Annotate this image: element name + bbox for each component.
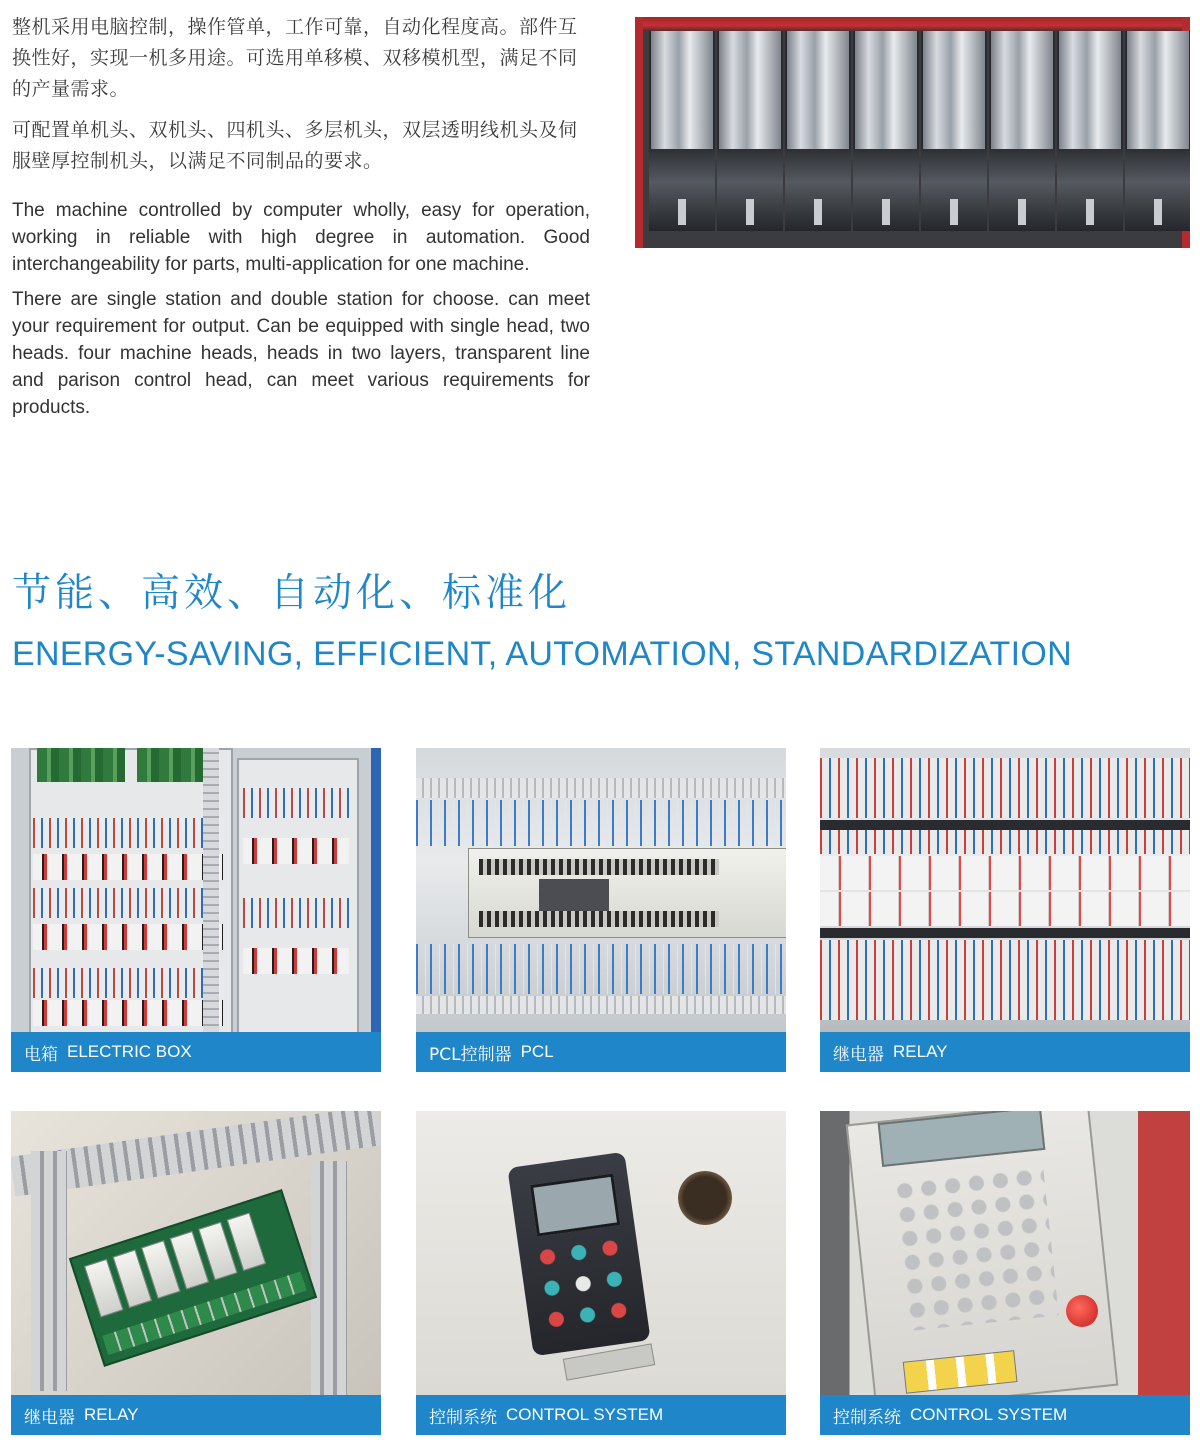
card-caption xyxy=(11,1395,381,1435)
card-electric-box xyxy=(11,748,381,1072)
card-caption xyxy=(820,1032,1190,1072)
card-caption-en: RELAY xyxy=(893,1042,948,1061)
card-caption xyxy=(11,1032,381,1072)
mold-unit xyxy=(1125,31,1190,231)
mold-unit xyxy=(649,31,715,231)
intro-en-paragraph-2: There are single station and double station for choose. can meet your requirement for output. Can be equipped with single head, two heads. four machine heads, heads in two layers, transparent line and parison control head, can meet various requirements for products. xyxy=(12,289,590,418)
card-pcl xyxy=(416,748,786,1072)
card-caption-cn: PCL控制器 xyxy=(429,1044,512,1065)
card-caption-cn: 控制系统 xyxy=(833,1407,901,1428)
section-heading xyxy=(12,568,1072,678)
electric-box-photo xyxy=(11,748,381,1032)
intro-text-block xyxy=(12,12,590,429)
machine-mold-photo xyxy=(635,17,1190,248)
card-caption-cn: 继电器 xyxy=(24,1407,75,1428)
card-caption-en: CONTROL SYSTEM xyxy=(506,1405,664,1424)
card-caption-cn: 电箱 xyxy=(24,1044,58,1065)
card-control-system-2 xyxy=(820,1111,1190,1435)
section-title-en: ENERGY-SAVING, EFFICIENT, AUTOMATION, STANDARDIZATION xyxy=(12,635,1072,673)
card-caption xyxy=(416,1032,786,1072)
mold-unit xyxy=(717,31,783,231)
card-caption-en: CONTROL SYSTEM xyxy=(910,1405,1068,1424)
mold-unit xyxy=(853,31,919,231)
card-caption-cn: 控制系统 xyxy=(429,1407,497,1428)
machine-red-side-left xyxy=(635,17,643,248)
machine-red-frame xyxy=(635,17,1190,31)
intro-cn-paragraph-1: 整机采用电脑控制，操作管单，工作可靠，自动化程度高。部件互换性好，实现一机多用途。可选用单移模、双移模机型，满足不同的产量需求。 xyxy=(12,16,578,100)
card-caption-en: PCL xyxy=(520,1042,554,1061)
intro-en-block xyxy=(12,197,590,421)
mold-unit xyxy=(785,31,851,231)
mold-unit xyxy=(989,31,1055,231)
mold-unit xyxy=(1057,31,1123,231)
card-control-system-1 xyxy=(416,1111,786,1435)
control-panel-photo xyxy=(820,1111,1190,1395)
card-relay xyxy=(820,748,1190,1072)
intro-en-paragraph-1: The machine controlled by computer wholly, easy for operation, working in reliable with high degree in automation. Good interchangeability for parts, multi-application for one machine. xyxy=(12,200,590,275)
card-caption-en: ELECTRIC BOX xyxy=(67,1042,192,1061)
card-caption-en: RELAY xyxy=(84,1405,139,1424)
card-caption xyxy=(820,1395,1190,1435)
relay-photo xyxy=(820,748,1190,1032)
intro-cn-paragraph-2: 可配置单机头、双机头、四机头、多层机头，双层透明线机头及伺服壁厚控制机头，以满足不同制品的要求。 xyxy=(12,119,578,172)
relay-board-photo xyxy=(11,1111,381,1395)
card-relay-board xyxy=(11,1111,381,1435)
card-caption xyxy=(416,1395,786,1435)
control-pad-photo xyxy=(416,1111,786,1395)
mold-unit xyxy=(921,31,987,231)
plc-photo xyxy=(416,748,786,1032)
card-caption-cn: 继电器 xyxy=(833,1044,884,1065)
section-title-cn: 节能、高效、自动化、标准化 xyxy=(12,571,572,616)
emergency-stop-icon xyxy=(1066,1295,1098,1327)
